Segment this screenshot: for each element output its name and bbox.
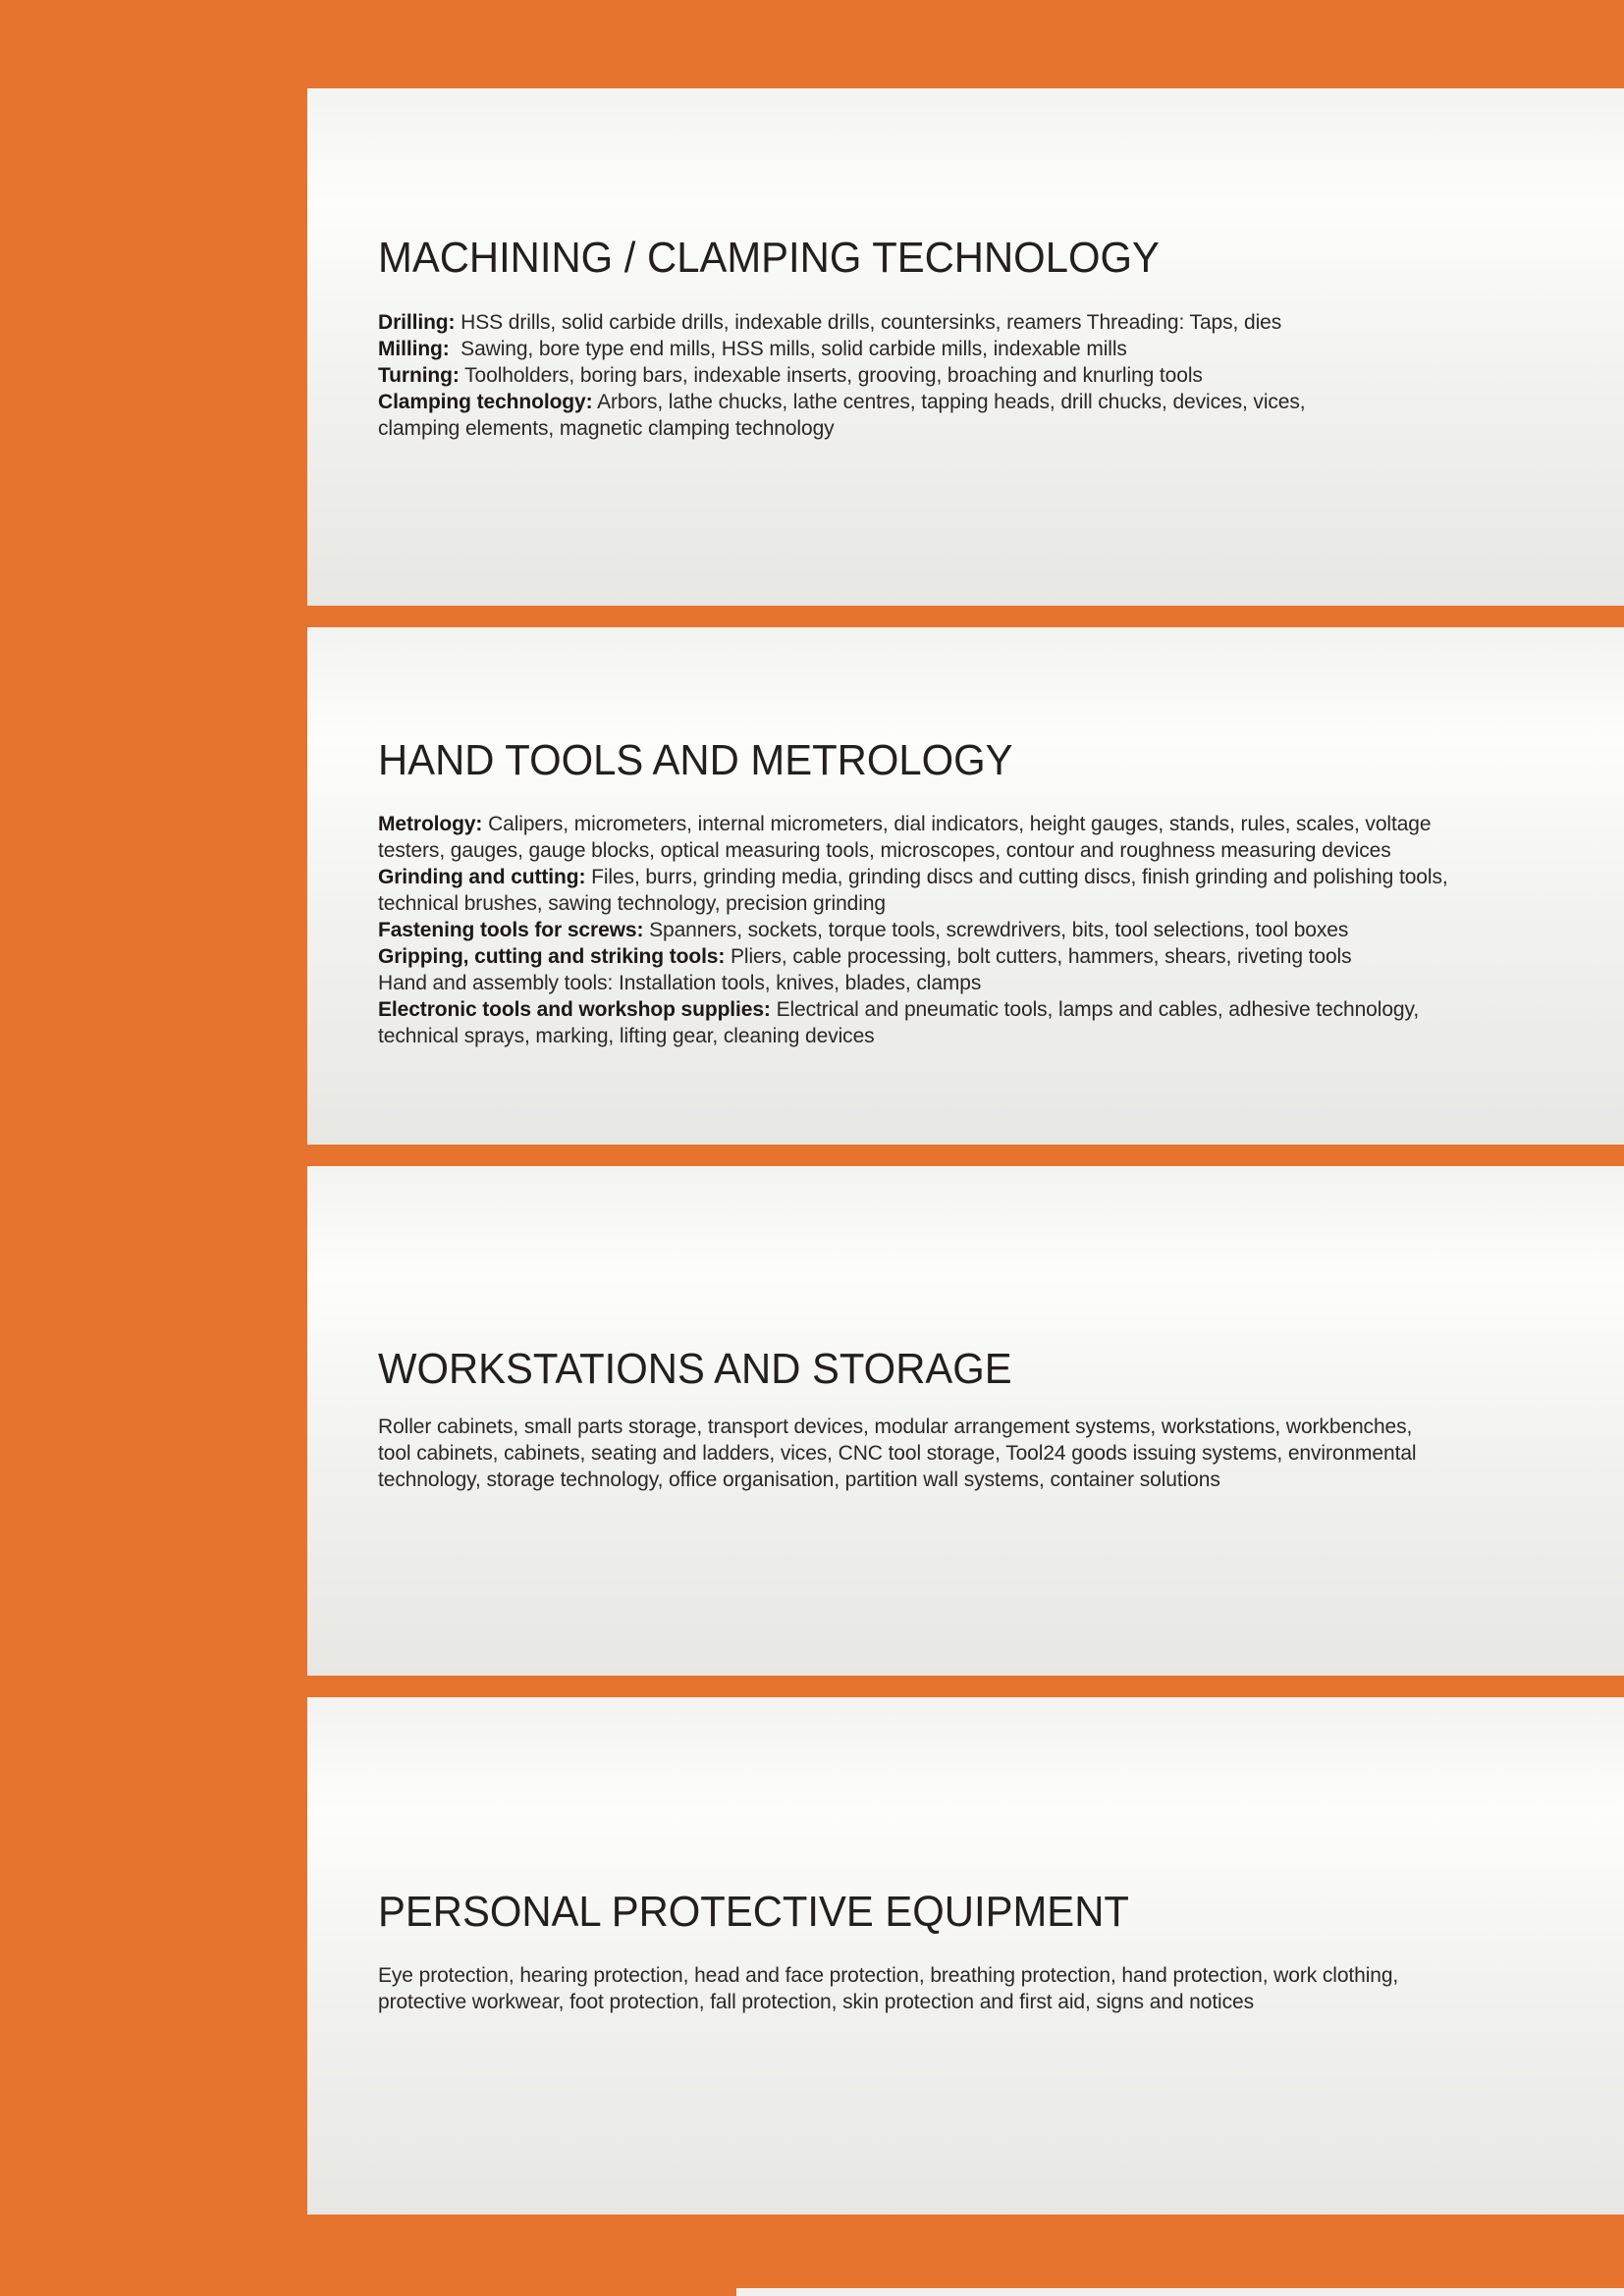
section-title: PERSONAL PROTECTIVE EQUIPMENT — [378, 1888, 1129, 1936]
description-line: tool cabinets, cabinets, seating and ladders, vices, CNC tool storage, Tool24 goods issuing systems, environmental — [378, 1442, 1417, 1465]
section-title: HAND TOOLS AND METROLOGY — [378, 736, 1013, 784]
section-card-workstations-storage — [307, 1166, 1624, 1676]
description-line: technical brushes, sawing technology, precision grinding — [378, 892, 886, 915]
section-description — [378, 1962, 1565, 2015]
category-label: Milling: — [378, 338, 450, 360]
category-label: Electronic tools and workshop supplies: — [378, 998, 771, 1021]
description-line: technology, storage technology, office organisation, partition wall systems, container solutions — [378, 1468, 1220, 1491]
description-line: Clamping technology: Arbors, lathe chucks, lathe centres, tapping heads, drill chucks, devices, vices, — [378, 391, 1306, 413]
description-line: Fastening tools for screws: Spanners, sockets, torque tools, screwdrivers, bits, tool selections, tool boxes — [378, 919, 1349, 941]
section-title: WORKSTATIONS AND STORAGE — [378, 1345, 1012, 1393]
description-line: Milling: Sawing, bore type end mills, HSS mills, solid carbide mills, indexable mills — [378, 338, 1127, 360]
description-line: protective workwear, foot protection, fall protection, skin protection and first aid, signs and notices — [378, 1991, 1255, 2013]
description-line: Gripping, cutting and striking tools: Pliers, cable processing, bolt cutters, hammers, shears, riveting tools — [378, 945, 1352, 968]
section-card-personal-protective-equipment — [307, 1697, 1624, 2215]
description-line: Roller cabinets, small parts storage, transport devices, modular arrangement systems, workstations, workbenches, — [378, 1415, 1413, 1438]
category-label: Turning: — [378, 364, 460, 387]
category-label: Metrology: — [378, 813, 483, 835]
description-line: clamping elements, magnetic clamping technology — [378, 417, 835, 440]
category-label: Drilling: — [378, 311, 456, 334]
section-description — [378, 1414, 1565, 1493]
description-line: Metrology: Calipers, micrometers, internal micrometers, dial indicators, height gauges, stands, rules, scales, voltage — [378, 813, 1432, 835]
section-description — [378, 309, 1565, 442]
category-label: Clamping technology: — [378, 391, 593, 413]
description-line: Turning: Toolholders, boring bars, indexable inserts, grooving, broaching and knurling tools — [378, 364, 1203, 387]
description-line: Grinding and cutting: Files, burrs, grinding media, grinding discs and cutting discs, finish grinding and polishing tools, — [378, 866, 1448, 888]
description-line: Eye protection, hearing protection, head and face protection, breathing protection, hand protection, work clothing, — [378, 1964, 1399, 1987]
category-label: Gripping, cutting and striking tools: — [378, 945, 726, 968]
description-line: Electronic tools and workshop supplies: Electrical and pneumatic tools, lamps and cables, adhesive technology, — [378, 998, 1420, 1021]
section-title: MACHINING / CLAMPING TECHNOLOGY — [378, 234, 1160, 282]
description-line: Hand and assembly tools: Installation tools, knives, blades, clamps — [378, 972, 982, 994]
category-label: Fastening tools for screws: — [378, 919, 644, 941]
description-line: Drilling: HSS drills, solid carbide drills, indexable drills, countersinks, reamers Threading: Taps, dies — [378, 311, 1282, 334]
section-card-hand-tools-metrology — [307, 627, 1624, 1145]
section-description — [378, 811, 1565, 1049]
description-line: testers, gauges, gauge blocks, optical measuring tools, microscopes, contour and roughness measuring devices — [378, 839, 1391, 862]
category-label: Grinding and cutting: — [378, 866, 586, 888]
description-line: technical sprays, marking, lifting gear, cleaning devices — [378, 1025, 875, 1047]
section-card-machining-clamping — [307, 88, 1624, 606]
next-card-edge — [736, 2288, 1624, 2296]
